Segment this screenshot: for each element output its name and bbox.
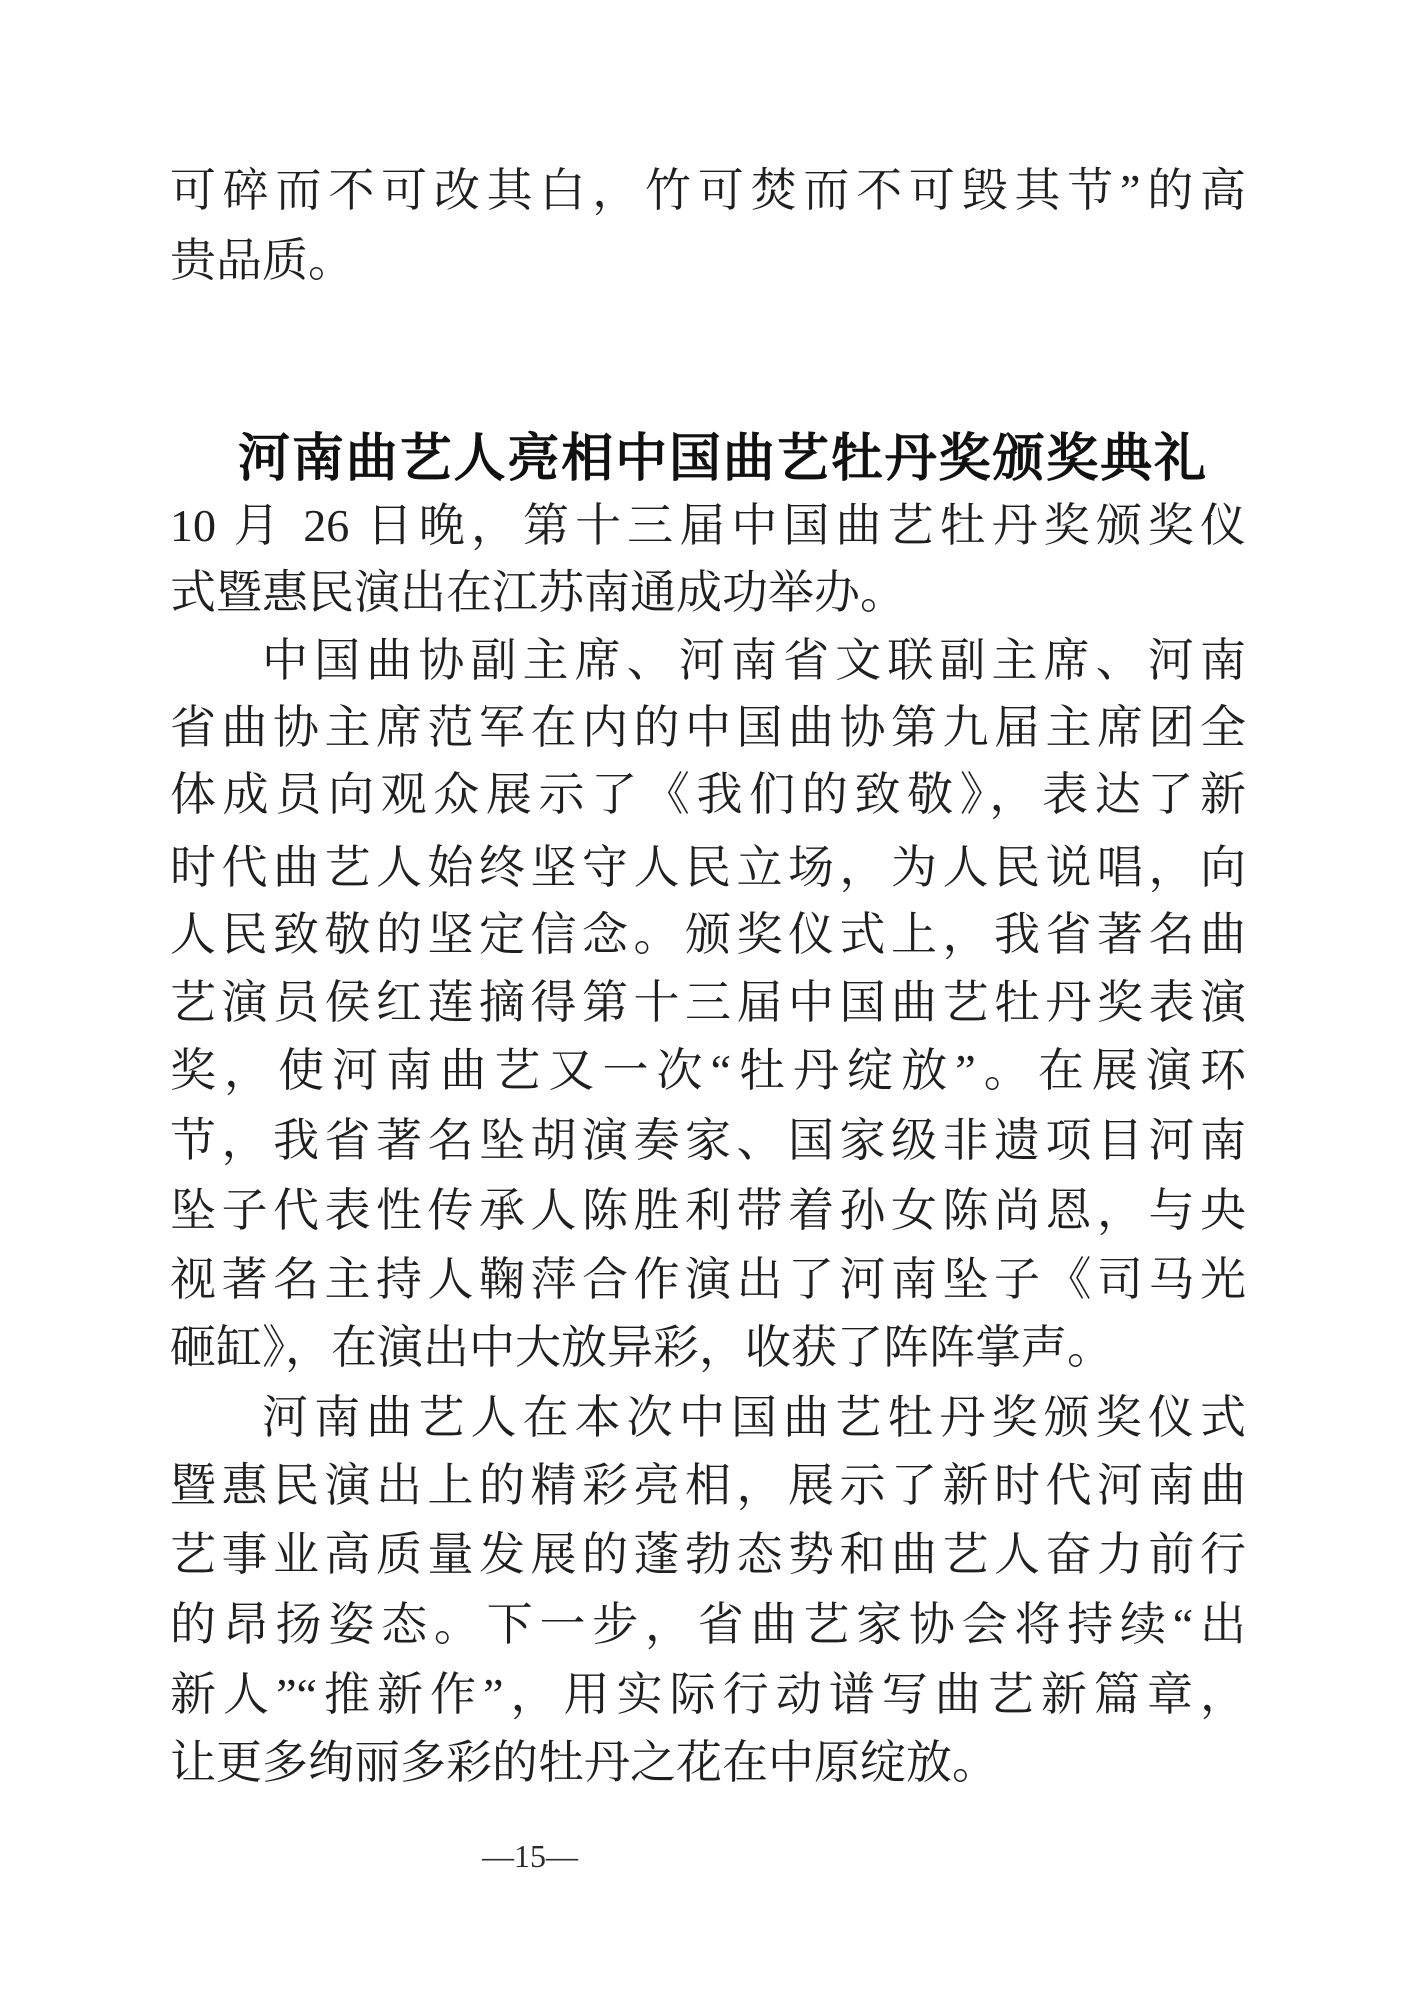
paragraph-first-line: 中国曲协副主席、河南省文联副主席、河南 — [262, 635, 1246, 686]
body-line: 时代曲艺人始终坚守人民立场，为人民说唱，向 — [170, 842, 1246, 893]
body-line: 式暨惠民演出在江苏南通成功举办。 — [170, 567, 906, 618]
body-line: 10 月 26 日晚，第十三届中国曲艺牡丹奖颁奖仪 — [170, 500, 1246, 551]
body-line: 可碎而不可改其白，竹可焚而不可毁其节”的高 — [170, 165, 1246, 216]
body-line: 的昂扬姿态。下一步，省曲艺家协会将持续“出 — [170, 1599, 1246, 1650]
body-line: 视著名主持人鞠萍合作演出了河南坠子《司马光 — [170, 1254, 1246, 1305]
body-line: 新人”“推新作”，用实际行动谱写曲艺新篇章， — [170, 1669, 1246, 1720]
body-line: 坠子代表性传承人陈胜利带着孙女陈尚恩，与央 — [170, 1185, 1246, 1236]
body-line: 省曲协主席范军在内的中国曲协第九届主席团全 — [170, 702, 1246, 753]
body-line: 砸缸》，在演出中大放异彩，收获了阵阵掌声。 — [170, 1322, 1113, 1373]
section-title: 河南曲艺人亮相中国曲艺牡丹奖颁奖典礼 — [238, 430, 1206, 488]
body-line: 艺演员侯红莲摘得第十三届中国曲艺牡丹奖表演 — [170, 977, 1246, 1028]
body-line: 节，我省著名坠胡演奏家、国家级非遗项目河南 — [170, 1115, 1246, 1166]
body-line: 体成员向观众展示了《我们的致敬》，表达了新 — [170, 769, 1246, 820]
body-line: 暨惠民演出上的精彩亮相，展示了新时代河南曲 — [170, 1460, 1246, 1511]
body-line: 奖，使河南曲艺又一次“牡丹绽放”。在展演环 — [170, 1045, 1246, 1096]
paragraph-first-line: 河南曲艺人在本次中国曲艺牡丹奖颁奖仪式 — [262, 1392, 1246, 1443]
body-line: 让更多绚丽多彩的牡丹之花在中原绽放。 — [170, 1737, 998, 1788]
body-line: 人民致敬的坚定信念。颁奖仪式上，我省著名曲 — [170, 909, 1246, 960]
body-line: 贵品质。 — [170, 235, 354, 286]
body-line: 艺事业高质量发展的蓬勃态势和曲艺人奋力前行 — [170, 1529, 1246, 1580]
page-number: —15— — [482, 1838, 578, 1874]
